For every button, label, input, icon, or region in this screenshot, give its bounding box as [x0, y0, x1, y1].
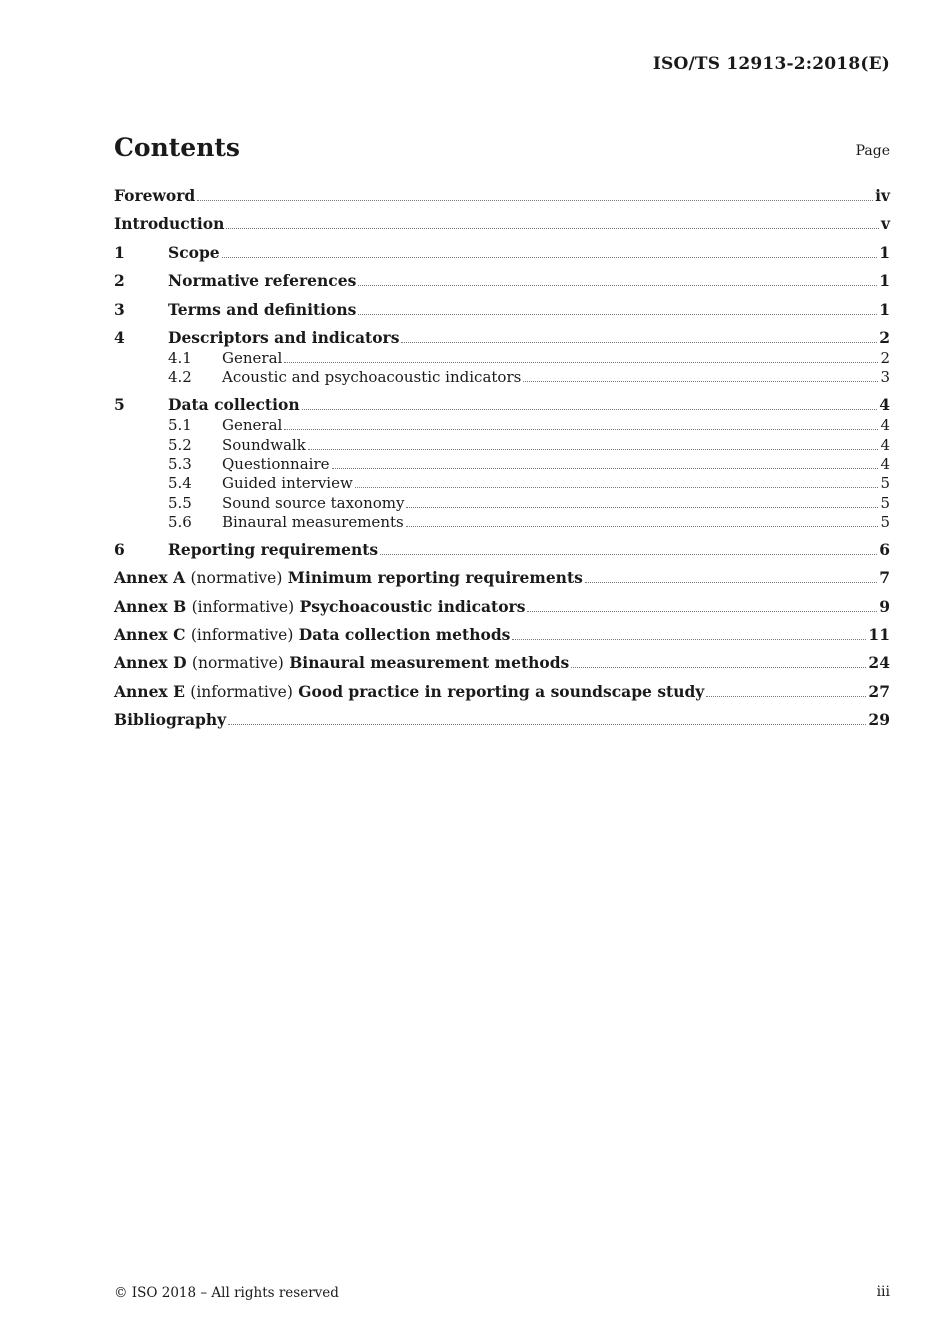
- toc-subentry-4-2[interactable]: [114, 368, 890, 387]
- toc-number: 5: [114, 395, 125, 415]
- toc-number: 6: [114, 539, 125, 559]
- annex-label: Annex B: [114, 596, 187, 616]
- toc-title: Introduction: [114, 214, 225, 234]
- toc-entry-normative-references[interactable]: [114, 270, 890, 292]
- toc-page: 4: [880, 416, 890, 435]
- toc-title: Guided interview: [222, 474, 353, 493]
- annex-label: Annex E: [114, 681, 185, 701]
- toc-page: 4: [880, 454, 890, 473]
- dot-leader: [284, 429, 878, 430]
- toc-page: 9: [879, 596, 890, 616]
- dot-leader: [585, 582, 877, 583]
- toc-page: 6: [879, 539, 890, 559]
- annex-kind: (informative): [191, 597, 295, 616]
- toc-page: 5: [880, 493, 890, 512]
- toc-page: 4: [880, 435, 890, 454]
- annex-label: Annex A: [114, 568, 186, 588]
- toc-number: 2: [114, 271, 125, 291]
- toc-title: Data collection methods: [298, 625, 511, 645]
- dot-leader: [406, 507, 878, 508]
- toc-entry-annex-c[interactable]: [114, 624, 890, 646]
- toc-title: Binaural measurements: [222, 513, 404, 532]
- toc-number: 5.3: [168, 454, 192, 473]
- toc-number: 4.2: [168, 368, 192, 387]
- toc-page: 2: [880, 348, 890, 367]
- toc-page: 3: [880, 368, 890, 387]
- document-id: ISO/TS 12913-2:2018(E): [652, 54, 890, 74]
- annex-kind: (informative): [190, 626, 294, 645]
- toc-title: Sound source taxonomy: [222, 493, 405, 512]
- toc-number: 1: [114, 242, 125, 262]
- dot-leader: [197, 200, 873, 201]
- toc-entry-annex-a[interactable]: [114, 567, 890, 589]
- toc-subentry-5-6[interactable]: [114, 513, 890, 532]
- toc-number: 5.4: [168, 474, 192, 493]
- dot-leader: [228, 724, 866, 725]
- toc-page: 2: [879, 327, 890, 347]
- toc-title: Questionnaire: [222, 454, 330, 473]
- toc-page: 5: [880, 474, 890, 493]
- dot-leader: [308, 449, 879, 450]
- annex-kind: (normative): [190, 569, 283, 588]
- toc-title: Scope: [168, 242, 220, 262]
- toc-title: General: [222, 348, 283, 367]
- toc-entry-reporting-requirements[interactable]: [114, 539, 890, 561]
- toc-number: 5.2: [168, 435, 192, 454]
- toc-page: 24: [868, 653, 890, 673]
- dot-leader: [527, 611, 877, 612]
- toc-entry-introduction[interactable]: [114, 213, 890, 235]
- toc-entry-data-collection[interactable]: [114, 394, 890, 416]
- toc-title: Data collection: [168, 395, 300, 415]
- toc-subentry-5-1[interactable]: [114, 416, 890, 435]
- toc-page: 27: [868, 681, 890, 701]
- page-number: iii: [876, 1284, 890, 1300]
- dot-leader: [332, 468, 879, 469]
- dot-leader: [355, 487, 879, 488]
- toc-number: 4: [114, 327, 125, 347]
- toc-subentry-5-3[interactable]: [114, 455, 890, 474]
- toc-page: v: [880, 214, 890, 234]
- toc-title: Descriptors and indicators: [168, 327, 400, 347]
- dot-leader: [302, 409, 878, 410]
- dot-leader: [512, 639, 866, 640]
- toc-page: 7: [879, 568, 890, 588]
- toc-entry-terms-and-definitions[interactable]: [114, 299, 890, 321]
- table-of-contents: [114, 185, 890, 731]
- toc-entry-annex-d[interactable]: [114, 652, 890, 674]
- dot-leader: [222, 257, 878, 258]
- toc-subentry-5-5[interactable]: [114, 494, 890, 513]
- toc-number: 5.5: [168, 493, 192, 512]
- toc-title: Reporting requirements: [168, 539, 379, 559]
- dot-leader: [571, 667, 866, 668]
- toc-entry-foreword[interactable]: [114, 185, 890, 207]
- toc-entry-bibliography[interactable]: [114, 709, 890, 731]
- page-column-label: Page: [855, 143, 890, 159]
- toc-page: 1: [879, 271, 890, 291]
- toc-page: 4: [879, 395, 890, 415]
- toc-title: Good practice in reporting a soundscape study: [298, 681, 705, 701]
- toc-page: 1: [879, 242, 890, 262]
- annex-kind: (informative): [190, 682, 293, 701]
- toc-entry-annex-e[interactable]: [114, 681, 890, 703]
- toc-subentry-4-1[interactable]: [114, 349, 890, 368]
- annex-label: Annex C: [114, 625, 186, 645]
- toc-number: 5.6: [168, 513, 192, 532]
- toc-title: Acoustic and psychoacoustic indicators: [222, 368, 522, 387]
- dot-leader: [284, 362, 878, 363]
- dot-leader: [358, 314, 877, 315]
- dot-leader: [226, 228, 879, 229]
- toc-entry-annex-b[interactable]: [114, 596, 890, 618]
- toc-page: 29: [868, 710, 890, 730]
- toc-title: Normative references: [168, 271, 357, 291]
- dot-leader: [358, 285, 877, 286]
- toc-title: Terms and definitions: [168, 299, 357, 319]
- toc-title: Bibliography: [114, 710, 227, 730]
- toc-page: iv: [875, 186, 890, 205]
- toc-number: 4.1: [168, 348, 192, 367]
- copyright-notice: © ISO 2018 – All rights reserved: [114, 1285, 339, 1301]
- toc-entry-scope[interactable]: [114, 242, 890, 264]
- toc-number: 5.1: [168, 416, 192, 435]
- toc-page: 1: [879, 299, 890, 319]
- toc-entry-descriptors-and-indicators[interactable]: [114, 327, 890, 349]
- dot-leader: [380, 554, 877, 555]
- toc-title: General: [222, 416, 283, 435]
- toc-page: 5: [880, 513, 890, 532]
- toc-page: 11: [868, 625, 890, 645]
- toc-title: Psychoacoustic indicators: [299, 596, 526, 616]
- toc-subentry-5-2[interactable]: [114, 436, 890, 455]
- toc-title: Minimum reporting requirements: [287, 568, 583, 588]
- contents-heading: Contents: [114, 133, 241, 162]
- toc-subentry-5-4[interactable]: [114, 474, 890, 493]
- toc-title: Soundwalk: [222, 435, 306, 454]
- annex-label: Annex D: [114, 653, 187, 673]
- annex-kind: (normative): [191, 654, 284, 673]
- dot-leader: [401, 342, 877, 343]
- dot-leader: [706, 696, 866, 697]
- dot-leader: [523, 381, 878, 382]
- toc-title: Binaural measurement methods: [289, 653, 570, 673]
- dot-leader: [406, 526, 879, 527]
- toc-number: 3: [114, 299, 125, 319]
- toc-title: Foreword: [114, 186, 196, 205]
